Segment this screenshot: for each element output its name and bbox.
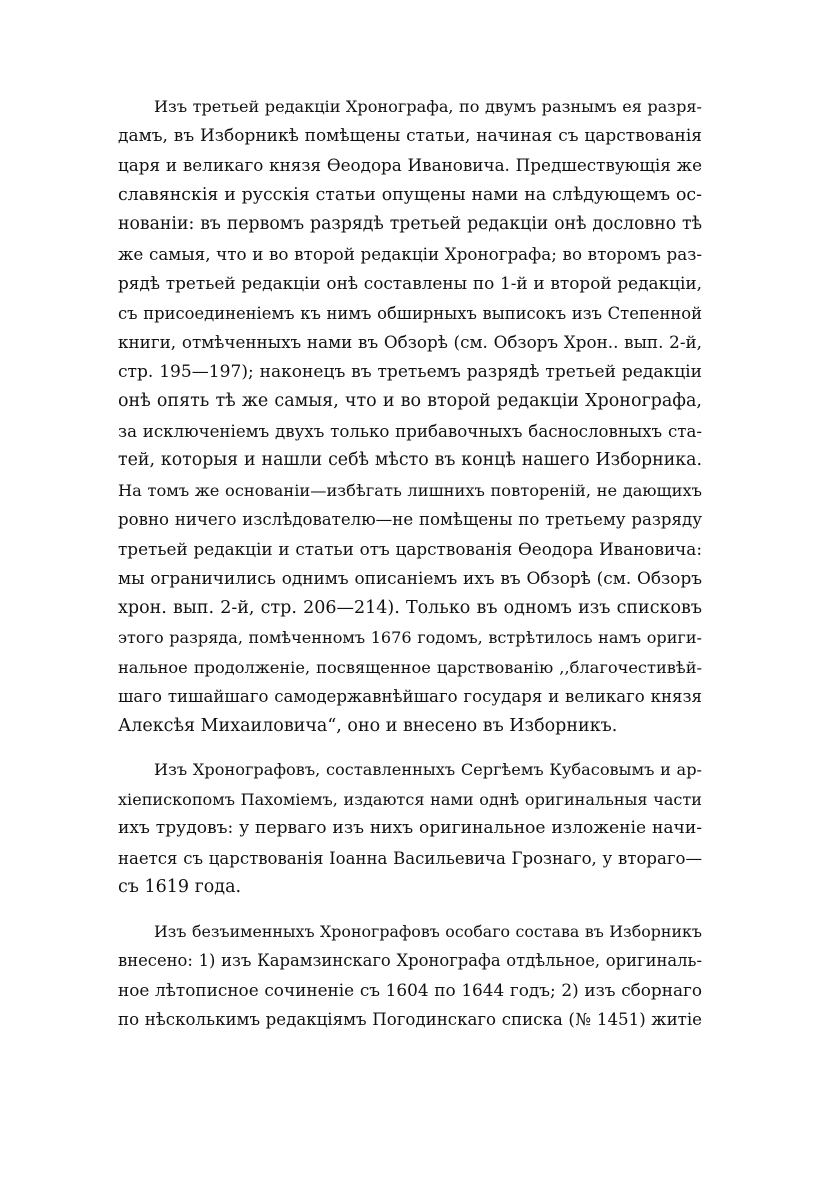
text-line: онѣ опять тѣ же самыя, что и во второй редакціи Хронографа, [118, 391, 702, 411]
text-line: тей, которыя и нашли себѣ мѣсто въ концѣ нашего Изборника. [118, 450, 702, 470]
text-line: Изъ третьей редакціи Хронографа, по двумъ разнымъ ея разря- [154, 97, 702, 116]
text-line: Алексѣя Михаиловича“, оно и внесено въ Изборникъ. [118, 715, 618, 736]
text-line: же самыя, что и во второй редакціи Хронографа; во второмъ раз- [118, 243, 702, 264]
text-line: ное лѣтописное сочиненіе съ 1604 по 1644 годъ; 2) изъ сборнаго [118, 979, 702, 1000]
text-line: стр. 195—197); наконецъ въ третьемъ разрядѣ третьей редакціи [118, 361, 702, 382]
text-line: Изъ Хронографовъ, составленныхъ Сергѣемъ Кубасовымъ и ар- [154, 760, 702, 779]
text-line: На томъ же основаніи—избѣгать лишнихъ повтореній, не дающихъ [118, 480, 702, 500]
text-line: по нѣсколькимъ редакціямъ Погодинскаго списка (№ 1451) житіе [118, 1010, 702, 1029]
text-line: Изъ безъименныхъ Хронографовъ особаго состава въ Изборникъ [154, 921, 702, 941]
text-line: нается съ царствованія Іоанна Васильевича Грознаго, у втораго— [118, 848, 702, 868]
text-line: славянскія и русскія статьи опущены нами на слѣдующемъ ос- [118, 184, 702, 205]
text-line: внесено: 1) изъ Карамзинскаго Хронографа отдѣльное, оригиналь- [118, 951, 702, 970]
text-line: дамъ, въ Изборникѣ помѣщены статьи, начиная съ царствованія [118, 125, 702, 146]
text-line: нованіи: въ первомъ разрядѣ третьей редакціи онѣ дословно тѣ [118, 214, 702, 234]
text-line: этого разряда, помѣченномъ 1676 годомъ, встрѣтилось намъ ориги- [118, 628, 702, 647]
text-line: нальное продолженіе, посвященное царствованію ,,благочестивѣй- [118, 657, 702, 677]
paragraph-1 [118, 92, 702, 741]
text-line: хрон. вып. 2-й, стр. 206—214). Только въ одномъ изъ списковъ [118, 597, 702, 618]
text-line: ровно ничего изслѣдователю—не помѣщены по третьему разряду [118, 510, 702, 529]
body-text [118, 92, 702, 1035]
text-line: царя и великаго князя Ѳеодора Ивановича. Предшествующія же [118, 155, 702, 175]
paragraph-3 [118, 917, 702, 1035]
text-line: съ 1619 года. [118, 877, 242, 897]
text-line: хіепископомъ Пахоміемъ, издаются нами однѣ оригинальныя части [118, 789, 702, 809]
text-line: третьей редакціи и статьи отъ царствованія Ѳеодора Ивановича: [118, 538, 702, 559]
text-line: за исключеніемъ двухъ только прибавочныхъ баснословныхъ ста- [118, 421, 702, 441]
text-line: ихъ трудовъ: у перваго изъ нихъ оригинальное изложеніе начи- [118, 818, 702, 838]
text-line: шаго тишайшаго самодержавнѣйшаго государя и великаго князя [118, 687, 702, 706]
paragraph-2 [118, 755, 702, 903]
text-line: рядѣ третьей редакціи онѣ составлены по 1-й и второй редакціи, [118, 273, 702, 293]
text-line: съ присоединеніемъ къ нимъ обширныхъ выписокъ изъ Степенной [118, 303, 702, 323]
text-line: мы ограничились однимъ описаніемъ ихъ въ Обзорѣ (см. Обзоръ [118, 568, 702, 588]
text-line: книги, отмѣченныхъ нами въ Обзорѣ (см. Обзоръ Хрон.. вып. 2-й, [118, 332, 702, 352]
